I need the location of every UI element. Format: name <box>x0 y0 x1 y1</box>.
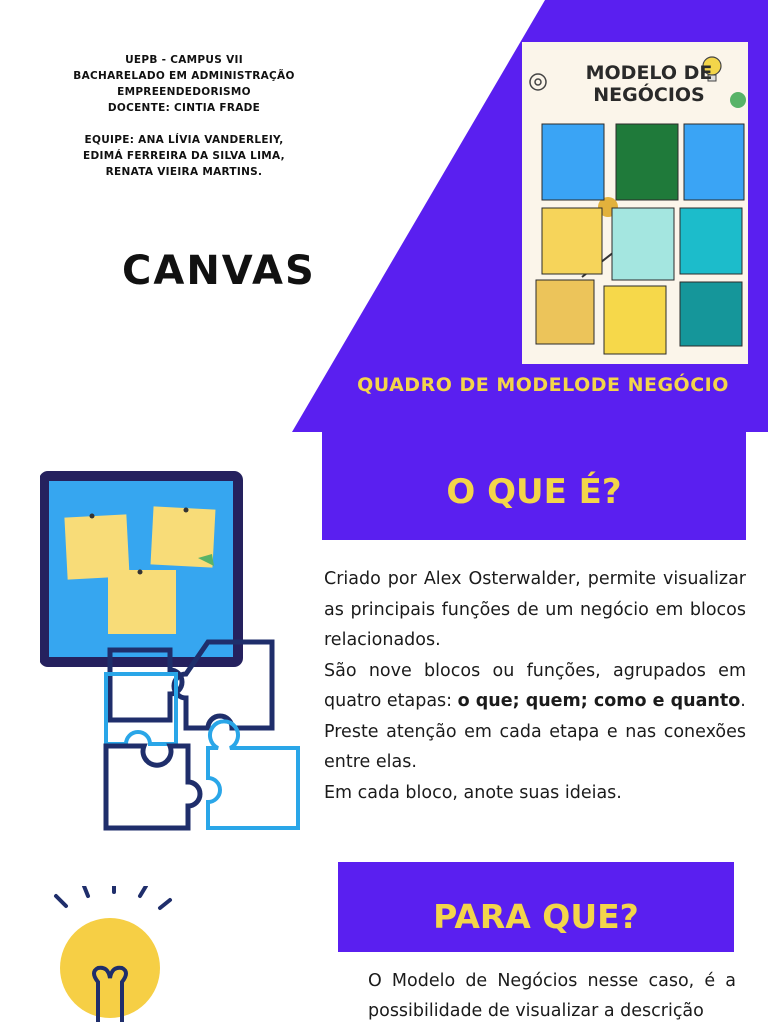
info-line: BACHARELADO EM ADMINISTRAÇÃO <box>73 70 295 82</box>
paragraph-bold: o que; quem; como e quanto <box>457 691 741 711</box>
lightbulb-icon <box>48 886 178 1024</box>
team-line: RENATA VIEIRA MARTINS. <box>105 166 263 178</box>
poster-title-line: MODELO DE <box>585 62 713 84</box>
section-what-body <box>324 564 746 808</box>
money-bag-icon <box>730 92 746 108</box>
info-line: UEPB - CAMPUS VII <box>125 54 243 66</box>
course-info <box>40 52 328 180</box>
info-line: DOCENTE: CINTIA FRADE <box>107 102 261 114</box>
section-why-body: O Modelo de Negócios nesse caso, é a possibilidade de visualizar a descrição <box>368 971 736 1021</box>
poster-title-line: NEGÓCIOS <box>593 84 705 106</box>
board-puzzle-illustration <box>40 470 315 840</box>
paragraph: Em cada bloco, anote suas ideias. <box>324 782 622 803</box>
puzzle-piece-icon <box>208 721 298 828</box>
team-line: EQUIPE: ANA LÍVIA VANDERLEIY, <box>84 134 284 146</box>
team-line: EDIMÁ FERREIRA DA SILVA LIMA, <box>83 150 285 162</box>
section-heading-what: O QUE É? <box>322 432 746 540</box>
gear-icon <box>530 74 546 90</box>
paragraph: Criado por Alex Osterwalder, permite visualizar as principais funções de um negócio em blocos relacionados. <box>324 569 746 650</box>
page-title: CANVAS <box>122 248 316 294</box>
poster-title <box>574 62 724 106</box>
puzzle-piece-icon <box>106 674 176 744</box>
paragraph-text: . <box>740 691 746 711</box>
paragraph-text: São nove blocos ou funções, agrupados em quatro etapas: <box>324 660 746 711</box>
poster-caption: QUADRO DE MODELODE NEGÓCIO <box>357 374 729 396</box>
paragraph: Preste atenção em cada etapa e nas conexões entre elas. <box>324 721 746 772</box>
section-heading-why: PARA QUE? <box>338 862 734 952</box>
paragraph <box>324 656 746 717</box>
puzzle-piece-icon <box>106 746 200 828</box>
info-line: EMPREENDEDORISMO <box>117 86 251 98</box>
